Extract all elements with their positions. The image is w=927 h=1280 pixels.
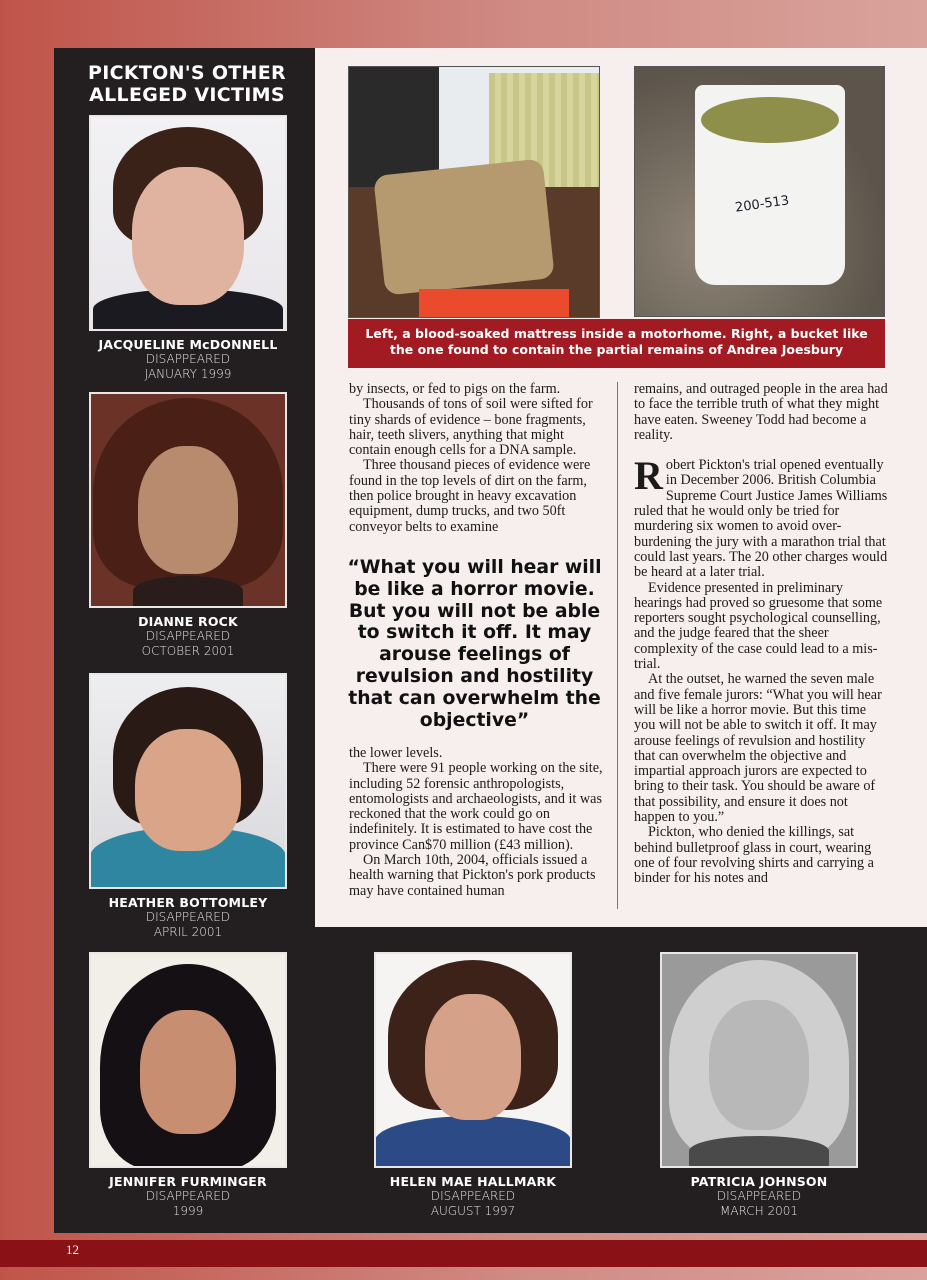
victim-status: DISAPPEARED xyxy=(716,1189,802,1203)
paragraph: Three thousand pieces of evidence were found in the top levels of dirt on the farm, then police brought in heavy excavation equipment, dump trucks, and two 50ft conveyor belts to examine xyxy=(349,457,591,535)
victim-date: OCTOBER 2001 xyxy=(141,644,235,658)
victim-date: 1999 xyxy=(172,1204,204,1218)
victim-status: DISAPPEARED xyxy=(145,629,231,643)
victim-name: HELEN MAE HALLMARK xyxy=(389,1174,557,1189)
mattress-photo xyxy=(348,66,600,318)
victim-name: JENNIFER FURMINGER xyxy=(109,1174,267,1189)
article-column-2 xyxy=(634,382,888,887)
drop-cap: R xyxy=(634,453,663,499)
victim-photo xyxy=(89,673,287,889)
sidebar-title: PICKTON'S OTHER ALLEGED VICTIMS xyxy=(88,62,286,106)
victim-status: DISAPPEARED xyxy=(145,1189,231,1203)
victim-card xyxy=(70,392,306,659)
bucket-label: 200-513 xyxy=(734,193,791,216)
paragraph: remains, and outraged people in the area had to face the terrible truth of what they might have eaten. Sweeney Todd had become a reality. xyxy=(634,381,888,443)
victim-photo xyxy=(660,952,858,1168)
victim-name: HEATHER BOTTOMLEY xyxy=(108,895,268,910)
victim-name: JACQUELINE McDONNELL xyxy=(98,337,278,352)
victim-card xyxy=(355,952,591,1219)
victim-status: DISAPPEARED xyxy=(145,910,231,924)
victim-photo xyxy=(89,392,287,608)
victim-status: DISAPPEARED xyxy=(430,1189,516,1203)
paragraph: There were 91 people working on the site, including 52 forensic anthropologists, entomologists and archaeologists, and it was reckoned that the work could go on indefinitely. It is estimated to have cost the province Can$70 million (£43 million). xyxy=(349,760,603,853)
victim-photo xyxy=(89,115,287,331)
victim-date: JANUARY 1999 xyxy=(144,367,232,381)
victim-name: DIANNE ROCK xyxy=(138,614,238,629)
bucket-photo xyxy=(634,66,885,317)
paragraph: On March 10th, 2004, officials issued a health warning that Pickton's pork products may have contained human xyxy=(349,852,596,899)
victim-status: DISAPPEARED xyxy=(145,352,231,366)
column-divider xyxy=(617,382,618,909)
victim-card xyxy=(641,952,877,1219)
article-column-1-top xyxy=(349,382,606,535)
paragraph: Pickton, who denied the killings, sat behind bulletproof glass in court, wearing one of four revolving shirts and carrying a binder for his notes and xyxy=(634,824,874,887)
victim-photo xyxy=(89,952,287,1168)
pull-quote: “What you will hear will be like a horror movie. But you will not be able to switch it off. It may arouse feelings of revulsion and hostility that can overwhelm the objective” xyxy=(347,557,602,731)
victim-date: APRIL 2001 xyxy=(153,925,223,939)
victim-card xyxy=(70,952,306,1219)
paragraph: Thousands of tons of soil were sifted for tiny shards of evidence – bone fragments, hair, teeth slivers, anything that might contain enough cells for a DNA sample. xyxy=(349,396,593,459)
article-column-1-bottom xyxy=(349,746,606,899)
paragraph: Evidence presented in preliminary hearings had proved so gruesome that some reporters sought psychological counselling, and the judge feared that the sheer complexity of the case could lead to a mis-trial. xyxy=(634,579,883,673)
victim-date: MARCH 2001 xyxy=(719,1204,799,1218)
paragraph: At the outset, he warned the seven male and five female jurors: “What you will hear will be like a horror movie. But this time you will not be able to switch it off. It may arouse feelings of revulsion and hostility that can overwhelm the objective and impartial approach jurors are expected to bring to their task. You should be aware of that possibility, and ensure it does not happen to you.” xyxy=(634,671,882,826)
victim-card xyxy=(70,673,306,940)
paragraph: by insects, or fed to pigs on the farm. xyxy=(349,381,561,397)
victim-photo xyxy=(374,952,572,1168)
photo-caption: Left, a blood-soaked mattress inside a motorhome. Right, a bucket like the one found to contain the partial remains of Andrea Joesbury xyxy=(348,319,885,368)
paragraph: the lower levels. xyxy=(349,745,443,761)
victim-name: PATRICIA JOHNSON xyxy=(690,1174,828,1189)
footer-bar xyxy=(0,1240,927,1267)
victim-card xyxy=(70,115,306,382)
paragraph: Robert Pickton's trial opened eventually in December 2006. British Columbia Supreme Court Justice James Williams ruled that he would only be tried for murdering six women to avoid over-burdening the jury with a marathon trial that could last years. The 20 other charges would be heard at a later trial. xyxy=(634,453,888,581)
page-number: 12 xyxy=(66,1242,79,1257)
victim-date: AUGUST 1997 xyxy=(430,1204,516,1218)
